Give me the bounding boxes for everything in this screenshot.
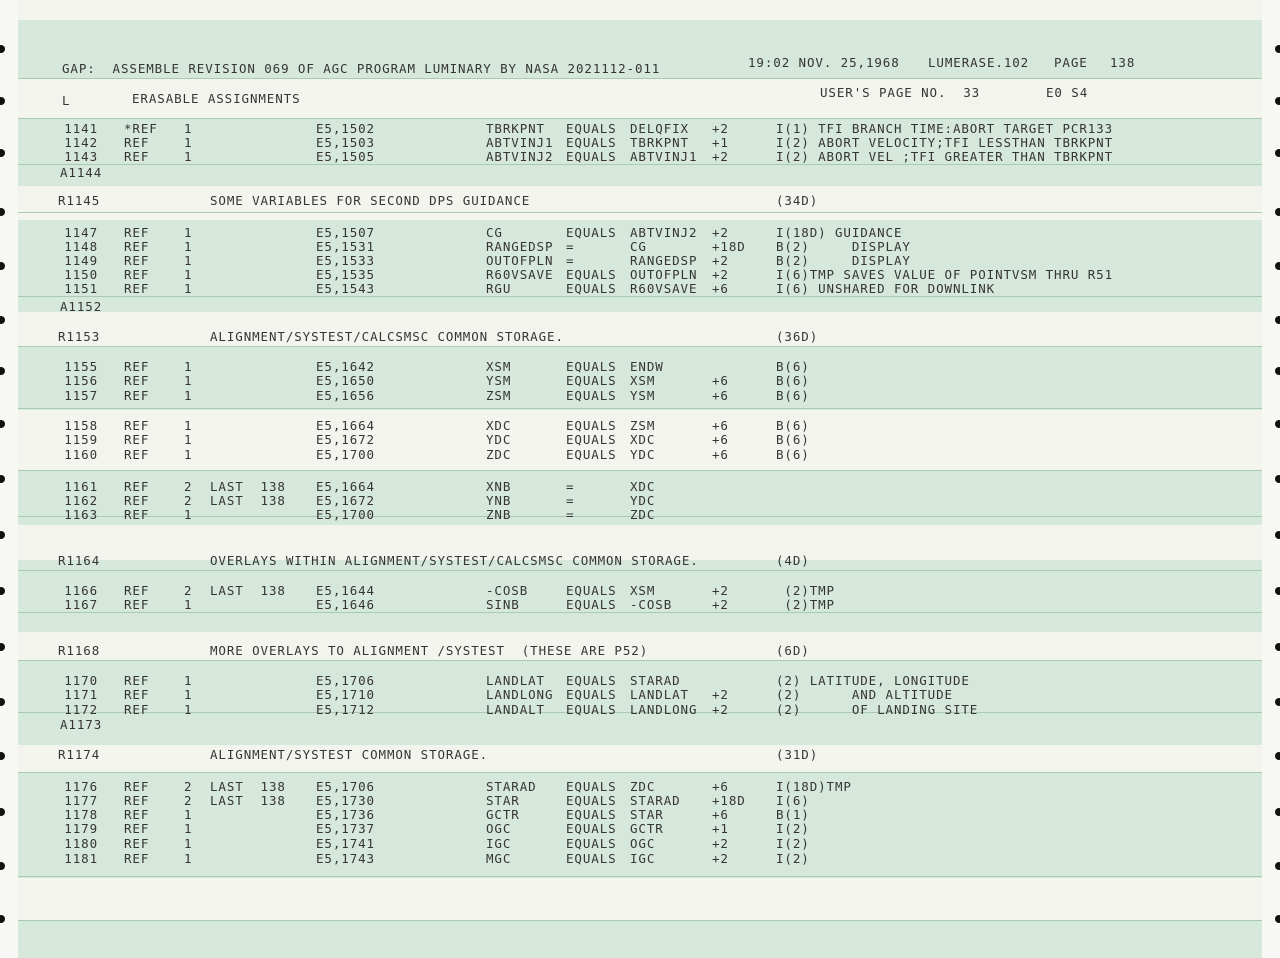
last-page-ref: LAST 138 [210,779,286,794]
symbol: MGC [486,851,512,866]
comment: (2)TMP [776,583,835,598]
anchor-label: A1152 [60,299,103,314]
address: E5,1650 [316,373,375,388]
increment: +2 [712,149,729,164]
anchor-label: A1173 [60,717,103,732]
ref-count: 1 [184,418,193,433]
symbol: XDC [486,418,512,433]
section-label: R1145 [58,193,101,208]
operand: RANGEDSP [630,253,698,268]
operand: STARAD [630,793,681,808]
address: E5,1706 [316,779,375,794]
address: E5,1672 [316,432,375,447]
header-eo: E0 S4 [1046,85,1089,100]
address: E5,1664 [316,418,375,433]
comment: I(18D)TMP [776,779,852,794]
ref-keyword: REF [124,432,150,447]
symbol: YDC [486,432,512,447]
line-number: 1155 [64,359,98,374]
increment: +2 [712,836,729,851]
ref-count: 1 [184,851,193,866]
symbol: GCTR [486,807,520,822]
header-l-marker: L [62,93,71,108]
increment: +2 [712,583,729,598]
ref-count: 1 [184,673,193,688]
operand: CG [630,239,647,254]
address: E5,1656 [316,388,375,403]
address: E5,1644 [316,583,375,598]
symbol: ZSM [486,388,512,403]
operand: XSM [630,373,656,388]
comment: (2) AND ALTITUDE [776,687,953,702]
address: E5,1712 [316,702,375,717]
line-number: 1156 [64,373,98,388]
ref-keyword: REF [124,507,150,522]
address: E5,1743 [316,851,375,866]
increment: +1 [712,821,729,836]
ref-count: 1 [184,687,193,702]
symbol: XSM [486,359,512,374]
operator: EQUALS [566,418,617,433]
symbol: ZDC [486,447,512,462]
operator: EQUALS [566,807,617,822]
header-title: GAP: ASSEMBLE REVISION 069 OF AGC PROGRAM LUMINARY BY NASA 2021112-011 [62,61,661,76]
last-page-ref: LAST 138 [210,479,286,494]
header-file: LUMERASE.102 [928,55,1030,70]
section-title: OVERLAYS WITHIN ALIGNMENT/SYSTEST/CALCSMSC COMMON STORAGE. [210,553,699,568]
line-number: 1148 [64,239,98,254]
section-title: MORE OVERLAYS TO ALIGNMENT /SYSTEST (THESE ARE P52) [210,643,649,658]
ref-count: 2 [184,793,193,808]
ref-count: 2 [184,583,193,598]
symbol: R60VSAVE [486,267,554,282]
operand: STARAD [630,673,681,688]
header-users-page: USER'S PAGE NO. 33 [820,85,981,100]
increment: +2 [712,121,729,136]
ref-keyword: REF [124,447,150,462]
symbol: YNB [486,493,512,508]
ref-count: 1 [184,702,193,717]
increment: +6 [712,373,729,388]
last-page-ref: LAST 138 [210,493,286,508]
symbol: XNB [486,479,512,494]
ref-keyword: REF [124,702,150,717]
symbol: IGC [486,836,512,851]
operator: EQUALS [566,267,617,282]
ref-keyword: REF [124,687,150,702]
address: E5,1533 [316,253,375,268]
ref-keyword: REF [124,267,150,282]
ref-count: 1 [184,135,193,150]
increment: +18D [712,793,746,808]
address: E5,1664 [316,479,375,494]
comment: I(2) [776,851,810,866]
comment: I(6) [776,793,810,808]
comment: I(2) ABORT VEL ;TFI GREATER THAN TBRKPNT [776,149,1114,164]
ref-keyword: REF [124,673,150,688]
increment: +6 [712,447,729,462]
ref-count: 1 [184,149,193,164]
increment: +1 [712,135,729,150]
increment: +2 [712,687,729,702]
operator: EQUALS [566,821,617,836]
ref-keyword: REF [124,135,150,150]
operator: = [566,253,575,268]
anchor-label: A1144 [60,165,103,180]
comment: I(1) TFI BRANCH TIME:ABORT TARGET PCR133 [776,121,1114,136]
operator: EQUALS [566,432,617,447]
operator: EQUALS [566,793,617,808]
header-page-number: 138 [1110,55,1136,70]
line-number: 1142 [64,135,98,150]
ref-keyword: REF [124,779,150,794]
symbol: ABTVINJ2 [486,149,554,164]
address: E5,1503 [316,135,375,150]
operator: = [566,239,575,254]
ref-keyword: REF [124,253,150,268]
ref-count: 1 [184,836,193,851]
increment: +2 [712,597,729,612]
address: E5,1535 [316,267,375,282]
operator: EQUALS [566,687,617,702]
section-title: ALIGNMENT/SYSTEST COMMON STORAGE. [210,747,489,762]
ref-keyword: REF [124,493,150,508]
line-number: 1179 [64,821,98,836]
operand: ENDW [630,359,664,374]
comment: B(6) [776,359,810,374]
address: E5,1531 [316,239,375,254]
ref-keyword: REF [124,851,150,866]
symbol: OUTOFPLN [486,253,554,268]
ref-count: 1 [184,807,193,822]
operand: TBRKPNT [630,135,689,150]
symbol: LANDLAT [486,673,545,688]
ref-keyword: REF [124,807,150,822]
operator: EQUALS [566,702,617,717]
address: E5,1505 [316,149,375,164]
comment: B(1) [776,807,810,822]
operator: = [566,507,575,522]
increment: +6 [712,779,729,794]
line-number: 1176 [64,779,98,794]
operand: ZDC [630,779,656,794]
comment: I(6) UNSHARED FOR DOWNLINK [776,281,996,296]
section-label: R1164 [58,553,101,568]
ref-keyword: REF [124,239,150,254]
last-page-ref: LAST 138 [210,583,286,598]
increment: +6 [712,281,729,296]
section-count: (36D) [776,329,819,344]
operator: EQUALS [566,373,617,388]
operand: ABTVINJ1 [630,149,698,164]
operator: EQUALS [566,281,617,296]
operator: EQUALS [566,121,617,136]
ref-count: 1 [184,447,193,462]
line-number: 1162 [64,493,98,508]
address: E5,1737 [316,821,375,836]
increment: +2 [712,253,729,268]
operator: EQUALS [566,388,617,403]
line-number: 1177 [64,793,98,808]
operand: XDC [630,479,656,494]
symbol: OGC [486,821,512,836]
line-number: 1147 [64,225,98,240]
section-title: ALIGNMENT/SYSTEST/CALCSMSC COMMON STORAGE. [210,329,564,344]
header-timestamp: 19:02 NOV. 25,1968 [748,55,900,70]
operator: EQUALS [566,583,617,598]
ref-count: 1 [184,432,193,447]
address: E5,1710 [316,687,375,702]
ref-keyword: REF [124,373,150,388]
comment: B(6) [776,447,810,462]
symbol: TBRKPNT [486,121,545,136]
comment: (2) OF LANDING SITE [776,702,979,717]
operand: YDC [630,447,656,462]
operand: GCTR [630,821,664,836]
symbol: LANDALT [486,702,545,717]
operand: ABTVINJ2 [630,225,698,240]
line-number: 1167 [64,597,98,612]
operand: DELQFIX [630,121,689,136]
ref-count: 2 [184,479,193,494]
operand: OGC [630,836,656,851]
address: E5,1672 [316,493,375,508]
line-number: 1163 [64,507,98,522]
header-page-label: PAGE [1054,55,1088,70]
operator: EQUALS [566,779,617,794]
section-count: (31D) [776,747,819,762]
line-number: 1180 [64,836,98,851]
line-number: 1170 [64,673,98,688]
line-number: 1151 [64,281,98,296]
symbol: RGU [486,281,512,296]
address: E5,1706 [316,673,375,688]
line-number: 1178 [64,807,98,822]
symbol: LANDLONG [486,687,554,702]
symbol: -COSB [486,583,529,598]
comment: B(6) [776,373,810,388]
operator: EQUALS [566,836,617,851]
ref-keyword: *REF [124,121,158,136]
ref-count: 2 [184,779,193,794]
symbol: ZNB [486,507,512,522]
operator: EQUALS [566,597,617,612]
section-count: (4D) [776,553,810,568]
ref-keyword: REF [124,821,150,836]
comment: B(2) DISPLAY [776,239,911,254]
increment: +6 [712,388,729,403]
ref-count: 1 [184,821,193,836]
address: E5,1502 [316,121,375,136]
increment: +2 [712,702,729,717]
section-label: R1153 [58,329,101,344]
line-number: 1166 [64,583,98,598]
ref-keyword: REF [124,388,150,403]
address: E5,1700 [316,447,375,462]
ref-count: 1 [184,253,193,268]
ref-count: 1 [184,597,193,612]
line-number: 1149 [64,253,98,268]
address: E5,1642 [316,359,375,374]
comment: I(2) ABORT VELOCITY;TFI LESSTHAN TBRKPNT [776,135,1114,150]
line-number: 1158 [64,418,98,433]
address: E5,1646 [316,597,375,612]
symbol: CG [486,225,503,240]
line-number: 1159 [64,432,98,447]
operand: ZDC [630,507,656,522]
operand: YSM [630,388,656,403]
address: E5,1543 [316,281,375,296]
operator: EQUALS [566,447,617,462]
comment: B(6) [776,432,810,447]
operator: EQUALS [566,135,617,150]
line-number: 1181 [64,851,98,866]
operator: EQUALS [566,673,617,688]
last-page-ref: LAST 138 [210,793,286,808]
operand: XSM [630,583,656,598]
comment: B(2) DISPLAY [776,253,911,268]
ref-keyword: REF [124,149,150,164]
symbol: ABTVINJ1 [486,135,554,150]
comment: I(2) [776,836,810,851]
ref-keyword: REF [124,583,150,598]
operand: IGC [630,851,656,866]
ref-count: 1 [184,225,193,240]
line-number: 1141 [64,121,98,136]
operator: EQUALS [566,359,617,374]
ref-count: 1 [184,239,193,254]
address: E5,1507 [316,225,375,240]
ref-keyword: REF [124,281,150,296]
section-title: SOME VARIABLES FOR SECOND DPS GUIDANCE [210,193,531,208]
comment: I(18D) GUIDANCE [776,225,903,240]
comment: (2)TMP [776,597,835,612]
line-number: 1157 [64,388,98,403]
comment: B(6) [776,418,810,433]
ref-keyword: REF [124,836,150,851]
increment: +2 [712,267,729,282]
address: E5,1700 [316,507,375,522]
line-number: 1143 [64,149,98,164]
operator: EQUALS [566,851,617,866]
ref-count: 2 [184,493,193,508]
ref-count: 1 [184,281,193,296]
address: E5,1741 [316,836,375,851]
increment: +6 [712,432,729,447]
increment: +2 [712,225,729,240]
operator: = [566,493,575,508]
operand: OUTOFPLN [630,267,698,282]
address: E5,1730 [316,793,375,808]
ref-count: 1 [184,121,193,136]
operand: STAR [630,807,664,822]
ref-count: 1 [184,267,193,282]
increment: +6 [712,418,729,433]
section-label: R1174 [58,747,101,762]
comment: B(6) [776,388,810,403]
comment: I(2) [776,821,810,836]
line-number: 1150 [64,267,98,282]
operand: R60VSAVE [630,281,698,296]
operand: XDC [630,432,656,447]
ref-keyword: REF [124,418,150,433]
operator: EQUALS [566,149,617,164]
comment: I(6)TMP SAVES VALUE OF POINTVSM THRU R51 [776,267,1114,282]
symbol: SINB [486,597,520,612]
increment: +2 [712,851,729,866]
ref-keyword: REF [124,225,150,240]
increment: +18D [712,239,746,254]
symbol: YSM [486,373,512,388]
increment: +6 [712,807,729,822]
symbol: STAR [486,793,520,808]
section-count: (34D) [776,193,819,208]
line-number: 1161 [64,479,98,494]
operand: YDC [630,493,656,508]
ref-count: 1 [184,373,193,388]
operand: LANDLAT [630,687,689,702]
ref-count: 1 [184,359,193,374]
operand: -COSB [630,597,673,612]
line-number: 1160 [64,447,98,462]
operand: ZSM [630,418,656,433]
section-label: R1168 [58,643,101,658]
ref-count: 1 [184,507,193,522]
comment: (2) LATITUDE, LONGITUDE [776,673,970,688]
operator: = [566,479,575,494]
operator: EQUALS [566,225,617,240]
symbol: RANGEDSP [486,239,554,254]
address: E5,1736 [316,807,375,822]
ref-count: 1 [184,388,193,403]
ref-keyword: REF [124,793,150,808]
line-number: 1172 [64,702,98,717]
line-number: 1171 [64,687,98,702]
ref-keyword: REF [124,597,150,612]
symbol: STARAD [486,779,537,794]
header-section: ERASABLE ASSIGNMENTS [132,91,301,106]
section-count: (6D) [776,643,810,658]
operand: LANDLONG [630,702,698,717]
ref-keyword: REF [124,359,150,374]
ref-keyword: REF [124,479,150,494]
